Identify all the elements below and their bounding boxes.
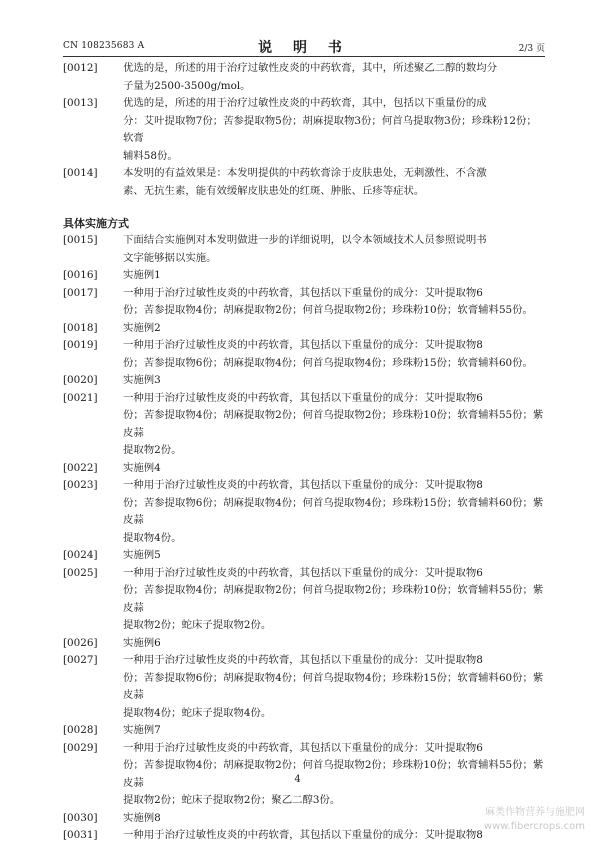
paragraph [63,635,545,653]
watermark-line-url: www.fibercrops.com [483,821,585,832]
paragraph-number: [0014] [63,167,98,179]
paragraph [63,267,545,285]
paragraph-text-line: 份；苦参提取物4份；胡麻提取物2份；何首乌提取物2份；珍珠粉10份；软膏辅料55份；紫皮蒜 [123,584,544,614]
paragraph-text-line: 实施例3 [123,374,161,386]
paragraph-text-line: 提取物4份；蛇床子提取物4份。 [123,706,272,719]
paragraph-text-line: 优选的是，所述的用于治疗过敏性皮炎的中药软膏，其中，所述聚乙二醇的数均分 [123,62,498,74]
paragraph-text-line: 实施例7 [123,724,161,736]
paragraph-text-line: 优选的是，所述的用于治疗过敏性皮炎的中药软膏，其中，包括以下重量份的成 [123,97,487,109]
paragraph-number: [0031] [63,829,98,841]
paragraph-text-line: 份；苦参提取物4份；胡麻提取物2份；何首乌提取物2份；珍珠粉10份；软膏辅料55份；紫皮蒜 [123,759,544,789]
page-header [63,37,545,57]
page-indicator: 2/3 页 [518,44,545,54]
paragraph-text-line: 文字能够据以实施。 [123,251,217,264]
paragraph-text-line: 实施例4 [123,461,161,474]
paragraph [63,285,545,320]
paragraph-number: [0027] [63,654,98,666]
paragraph-text-line: 提取物2份；蛇床子提取物2份；聚乙二醇3份。 [123,794,341,806]
paragraph-text-line: 一种用于治疗过敏性皮炎的中药软膏，其包括以下重量份的成分：艾叶提取物8 [123,479,483,491]
paragraph-number: [0012] [63,62,98,74]
paragraph-number: [0023] [63,479,98,491]
paragraph [63,60,545,95]
paragraph-text-line: 实施例1 [123,269,161,281]
watermark-line-cn: 麻类作物营养与施肥网 [485,807,585,818]
paragraph-text-line: 下面结合实施例对本发明做进一步的详细说明，以令本领域技术人员参照说明书 [123,234,487,246]
paragraph-text-line: 实施例2 [123,321,161,334]
paragraph-text-line: 本发明的有益效果是：本发明提供的中药软膏涂于皮肤患处，无刺激性、不含激 [123,167,487,179]
paragraph-text-line: 实施例5 [123,549,161,561]
paragraph [63,165,545,200]
paragraph [63,372,545,390]
paragraph-text-line: 一种用于治疗过敏性皮炎的中药软膏，其包括以下重量份的成分：艾叶提取物8 [123,654,483,666]
paragraph [63,477,545,547]
paragraph-number: [0024] [63,549,98,561]
paragraph [63,722,545,740]
paragraph [63,460,545,478]
paragraph [63,232,545,267]
paragraph-number: [0029] [63,741,98,754]
paragraph-number: [0017] [63,286,98,299]
section-heading: 具体实施方式 [63,217,129,230]
paragraph-number: [0018] [63,321,98,334]
paragraph-number: [0020] [63,374,98,386]
paragraph-text-line: 辅料58份。 [123,149,178,162]
paragraph-text-line: 素、无抗生素，能有效缓解皮肤患处的红斑、肿胀、丘疹等症状。 [123,184,425,197]
paragraph-text-line: 份；苦参提取物6份；胡麻提取物4份；何首乌提取物4份；珍珠粉15份；软膏辅料60份。 [123,356,533,369]
header-divider [63,56,545,57]
paragraph-text-line: 子量为2500-3500g/mol。 [123,79,251,92]
paragraph-number: [0016] [63,269,98,281]
paragraph-text-line: 一种用于治疗过敏性皮炎的中药软膏，其包括以下重量份的成分：艾叶提取物6 [123,741,483,754]
paragraph-text-line: 份；苦参提取物6份；胡麻提取物4份；何首乌提取物4份；珍珠粉15份；软膏辅料60份；紫皮蒜 [123,671,544,701]
paragraph-text-line: 分：艾叶提取物7份；苦参提取物5份；胡麻提取物3份；何首乌提取物3份；珍珠粉12份；软膏 [123,114,537,144]
paragraph [63,337,545,372]
paragraph-text-line: 提取物4份。 [123,531,182,544]
paragraph-number: [0019] [63,339,98,351]
paragraph [63,95,545,165]
paragraph [63,320,545,338]
paragraph [63,547,545,565]
paragraph-text-line: 一种用于治疗过敏性皮炎的中药软膏，其包括以下重量份的成分：艾叶提取物6 [123,566,483,579]
paragraph-text-line: 实施例6 [123,636,161,649]
paragraph-number: [0013] [63,97,98,109]
paragraph-text-line: 提取物2份；蛇床子提取物2份。 [123,619,272,631]
paragraph-number: [0026] [63,636,98,649]
paragraph-number: [0022] [63,461,98,474]
paragraph [63,810,545,828]
paragraph-text-line: 一种用于治疗过敏性皮炎的中药软膏，其包括以下重量份的成分：艾叶提取物6 [123,286,483,299]
paragraph-text-line: 份；苦参提取物4份；胡麻提取物2份；何首乌提取物2份；珍珠粉10份；软膏辅料55份；紫皮蒜 [123,409,544,439]
paragraph-text-line: 实施例8 [123,811,161,824]
paragraph-number: [0021] [63,391,98,404]
paragraph-text-line: 一种用于治疗过敏性皮炎的中药软膏，其包括以下重量份的成分：艾叶提取物8 [123,829,483,841]
page-number: 4 [294,774,301,785]
paragraph-number: [0028] [63,724,98,736]
paragraph-text-line: 一种用于治疗过敏性皮炎的中药软膏，其包括以下重量份的成分：艾叶提取物6 [123,391,483,404]
paragraph [63,652,545,722]
paragraph-number: [0025] [63,566,98,579]
site-watermark [484,806,585,834]
document-number: CN 108235683 A [63,41,145,51]
paragraph-text-line: 一种用于治疗过敏性皮炎的中药软膏，其包括以下重量份的成分：艾叶提取物8 [123,339,483,351]
paragraph-number: [0030] [63,811,98,824]
paragraph-text-line: 份；苦参提取物6份；胡麻提取物4份；何首乌提取物4份；珍珠粉15份；软膏辅料60份；紫皮蒜 [123,496,544,526]
document-body [63,60,545,845]
paragraph-text-line: 份；苦参提取物4份；胡麻提取物2份；何首乌提取物2份；珍珠粉10份；软膏辅料55份。 [123,304,533,316]
paragraph-group-top [63,60,545,200]
paragraph-text-line: 提取物2份。 [123,444,182,456]
document-title: 说 明 书 [258,40,350,56]
paragraph [63,390,545,460]
paragraph-group-main [63,232,545,845]
paragraph [63,565,545,635]
paragraph-number: [0015] [63,234,98,246]
